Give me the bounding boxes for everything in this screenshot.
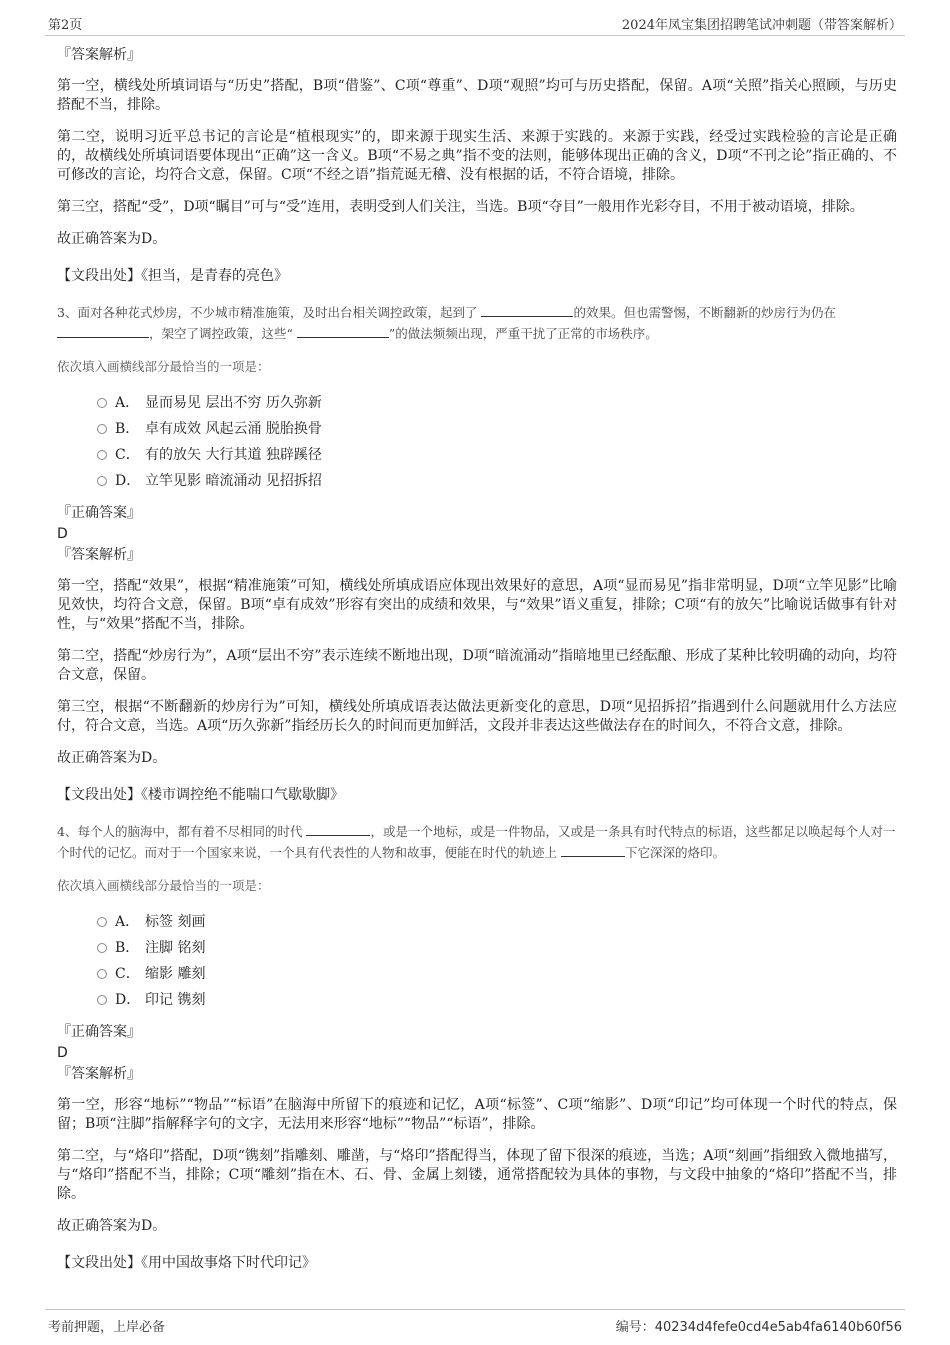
analysis-paragraph: 第二空，与“烙印”搭配，D项“镌刻”指雕刻、雕凿，与“烙印”搭配得当，体现了留下很深的痕迹，当选；A项“刻画”指细致入微地描写，与“烙印”搭配不当，排除；C项“雕刻”指在木、石、骨、金属上刻镂，通常搭配较为具体的事物，与文段中抽象的“烙印”搭配不当，排除。 bbox=[57, 1148, 897, 1202]
analysis-paragraph: 第一空，搭配“效果”，根据“精准施策”可知，横线处所填成语应体现出效果好的意思，A项“显而易见”指非常明显，D项“立竿见影”比喻见效快，均符合文意，保留。B项“卓有成效”形容有突出的成绩和效果，与“效果”语义重复，排除；C项“有的放矢”比喻说话做事有针对性，与“效果”搭配不当，排除。 bbox=[57, 578, 897, 632]
correct-answer-label: 『正确答案』 bbox=[57, 505, 141, 521]
option-a[interactable]: A． 标签 刻画 bbox=[97, 909, 897, 935]
option-c[interactable]: C． 有的放矢 大行其道 独辟蹊径 bbox=[97, 442, 897, 468]
conclusion: 故正确答案为D。 bbox=[57, 750, 167, 766]
option-c[interactable]: C． 缩影 雕刻 bbox=[97, 961, 897, 987]
analysis-label: 『答案解析』 bbox=[57, 1066, 141, 1082]
blank bbox=[57, 326, 149, 338]
question-3-options bbox=[97, 390, 897, 494]
correct-answer: D bbox=[57, 1045, 68, 1061]
page-number: 第2页 bbox=[48, 18, 83, 33]
question-4-prompt: 依次填入画横线部分最恰当的一项是： bbox=[57, 878, 270, 893]
source-citation: 【文段出处】《用中国故事烙下时代印记》 bbox=[57, 1255, 316, 1271]
radio-button[interactable] bbox=[97, 995, 107, 1005]
option-b[interactable]: B． 注脚 铭刻 bbox=[97, 935, 897, 961]
analysis-paragraph: 第二空，说明习近平总书记的言论是“植根现实”的，即来源于现实生活、来源于实践的。来源于实践，经受过实践检验的言论是正确的，故横线处所填词语要体现出“正确”这一含义。B项“不易之典”指不变的法则，能够体现出正确的含义，D项“不刊之论”指正确的、不可修改的言论，均符合文意，保留。C项“不经之语”指荒诞无稽、没有根据的话，不符合语境，排除。 bbox=[57, 129, 897, 183]
page-header bbox=[45, 12, 905, 36]
footer-slogan: 考前押题，上岸必备 bbox=[48, 1320, 166, 1335]
blank bbox=[481, 305, 573, 317]
analysis-paragraph: 第三空，根据“不断翻新的炒房行为”可知，横线处所填成语表达做法更新变化的意思，D项“见招拆招”指遇到什么问题就用什么方法应付，符合文意，当选。A项“历久弥新”指经历长久的时间而更加鲜活，文段并非表达这些做法存在的时间久，不符合文意，排除。 bbox=[57, 699, 897, 734]
conclusion: 故正确答案为D。 bbox=[57, 231, 167, 247]
analysis-paragraph: 第一空，横线处所填词语与“历史”搭配，B项“借鉴”、C项“尊重”、D项“观照”均可与历史搭配，保留。A项“关照”指关心照顾，与历史搭配不当，排除。 bbox=[57, 78, 897, 113]
document-body bbox=[57, 44, 897, 1289]
radio-button[interactable] bbox=[97, 917, 107, 927]
radio-button[interactable] bbox=[97, 424, 107, 434]
source-citation: 【文段出处】《楼市调控绝不能喘口气歇歇脚》 bbox=[57, 787, 344, 803]
blank bbox=[297, 326, 389, 338]
page-footer bbox=[45, 1309, 905, 1337]
document-code: 编号：40234d4fefe0cd4e5ab4fa6140b60f56 bbox=[615, 1320, 902, 1335]
correct-answer-label: 『正确答案』 bbox=[57, 1024, 141, 1040]
radio-button[interactable] bbox=[97, 476, 107, 486]
radio-button[interactable] bbox=[97, 450, 107, 460]
analysis-paragraph: 第一空，形容“地标”“物品”“标语”在脑海中所留下的痕迹和记忆，A项“标签”、C项“缩影”、D项“印记”均可体现一个时代的特点，保留；B项“注脚”指解释字句的文字，无法用来形容“地标”“物品”“标语”，排除。 bbox=[57, 1097, 897, 1132]
option-d[interactable]: D． 立竿见影 暗流涌动 见招拆招 bbox=[97, 468, 897, 494]
radio-button[interactable] bbox=[97, 398, 107, 408]
correct-answer: D bbox=[57, 526, 68, 542]
question-4-stem: 4、每个人的脑海中，都有着不尽相同的时代 ，或是一个地标，或是一件物品，又或是一条具有时代特点的标语，这些都足以唤起每个人对一个时代的记忆。而对于一个国家来说，一个具有代表性的人物和故事，便能在时代的轨迹上 下它深深的烙印。 bbox=[57, 824, 896, 860]
option-a[interactable]: A． 显而易见 层出不穷 历久弥新 bbox=[97, 390, 897, 416]
analysis-paragraph: 第二空，搭配“炒房行为”，A项“层出不穷”表示连续不断地出现，D项“暗流涌动”指暗地里已经酝酿、形成了某种比较明确的动向，均符合文意，保留。 bbox=[57, 648, 897, 683]
question-3-stem: 3、面对各种花式炒房，不少城市精准施策，及时出台相关调控政策，起到了 的效果。但也需警惕，不断翻新的炒房行为仍在 ，架空了调控政策，这些“ ”的做法频频出现，严重干扰了正常的市场秩序。 bbox=[57, 305, 836, 341]
conclusion: 故正确答案为D。 bbox=[57, 1218, 167, 1234]
source-citation: 【文段出处】《担当，是青春的亮色》 bbox=[57, 268, 288, 284]
question-3-prompt: 依次填入画横线部分最恰当的一项是： bbox=[57, 359, 270, 374]
option-d[interactable]: D． 印记 镌刻 bbox=[97, 987, 897, 1013]
blank bbox=[561, 845, 625, 857]
document-title: 2024年凤宝集团招聘笔试冲刺题（带答案解析） bbox=[621, 18, 902, 33]
blank bbox=[306, 824, 370, 836]
radio-button[interactable] bbox=[97, 943, 107, 953]
radio-button[interactable] bbox=[97, 969, 107, 979]
option-b[interactable]: B． 卓有成效 风起云涌 脱胎换骨 bbox=[97, 416, 897, 442]
analysis-paragraph: 第三空，搭配“受”，D项“瞩目”可与“受”连用，表明受到人们关注，当选。B项“夺目”一般用作光彩夺目，不用于被动语境，排除。 bbox=[57, 199, 864, 215]
analysis-label: 『答案解析』 bbox=[57, 547, 141, 563]
question-4-options bbox=[97, 909, 897, 1013]
analysis-label: 『答案解析』 bbox=[57, 47, 141, 63]
